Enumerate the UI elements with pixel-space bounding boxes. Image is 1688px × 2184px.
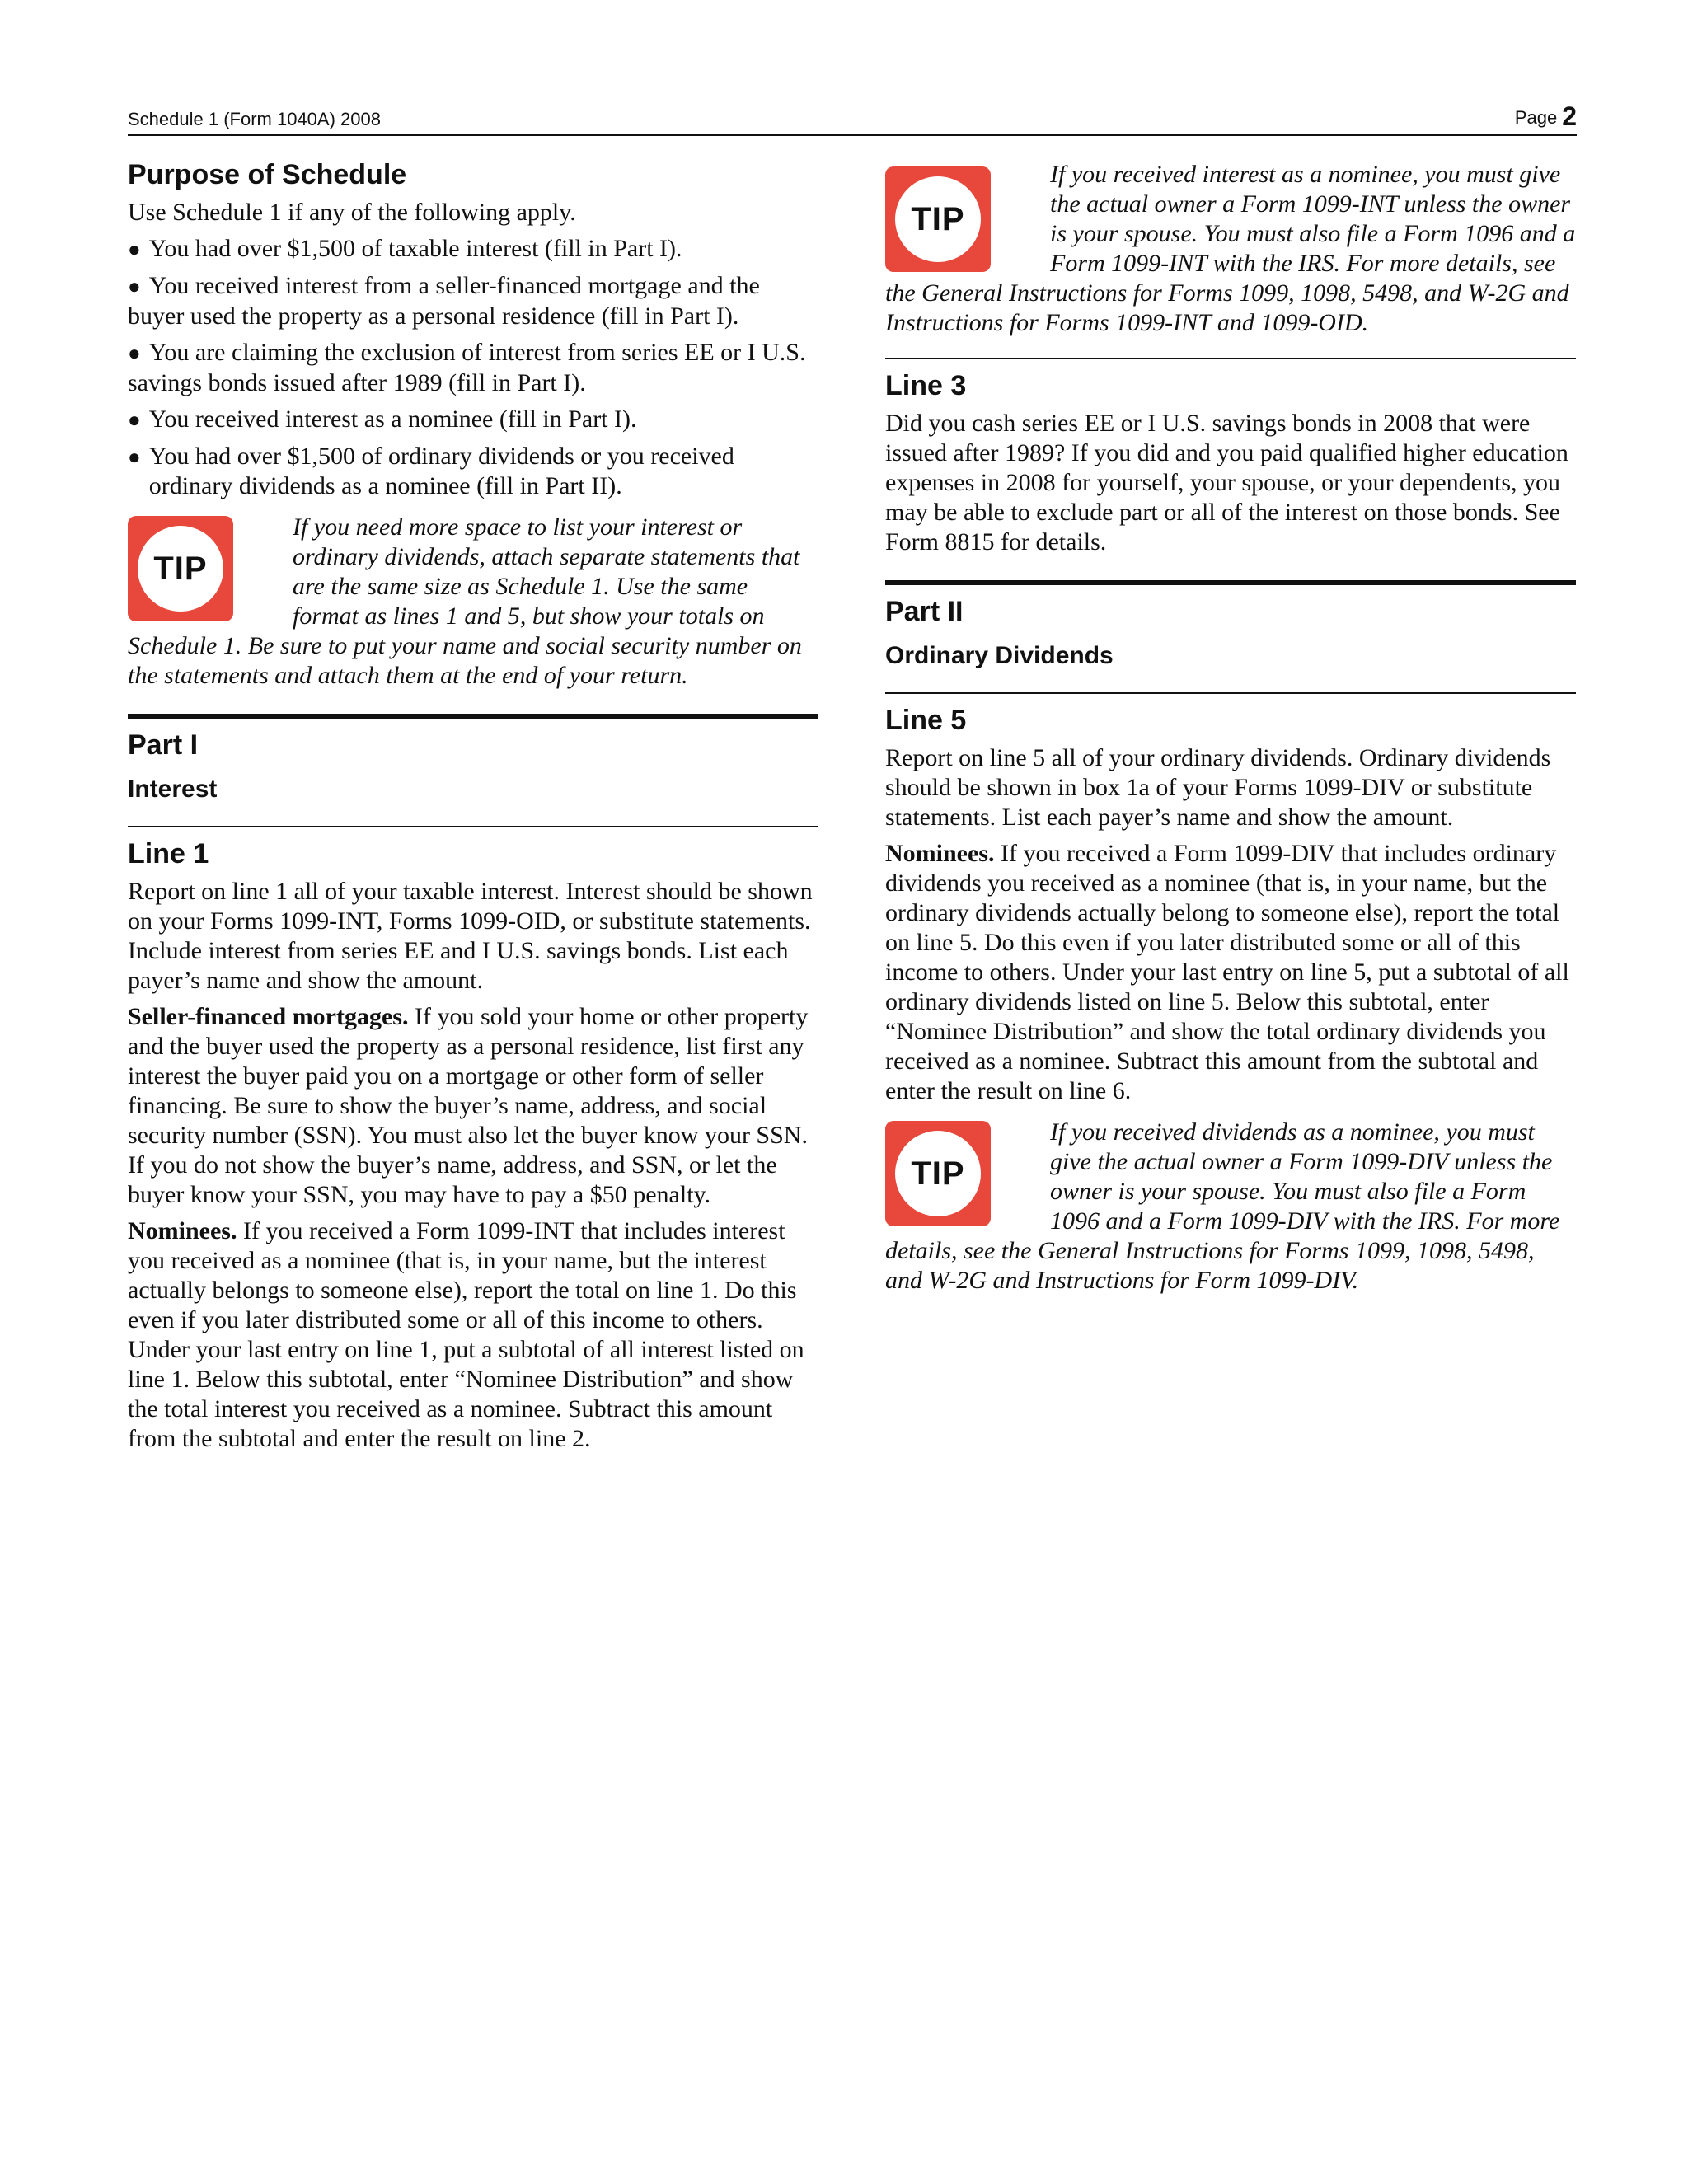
line-divider	[128, 826, 818, 827]
bullet-text: You are claiming the exclusion of interest from series EE or I U.S. savings bonds issued after 1989 (fill in Part I).	[128, 339, 806, 396]
bullet-icon: ●	[128, 408, 141, 432]
nominees-text: If you received a Form 1099-DIV that includes ordinary dividends you received as a nominee (that is, in your name, but the ordinary dividends actually belong to someone else), report the total on line 5. Do this even if you later distributed some or all of this income to others. Under your last entry on line 5, put a subtotal of all ordinary dividends listed on line 5. Below this subtotal, enter “Nominee Distribution” and show the total ordinary dividends you received as a nominee. Subtract this amount from the subtotal and enter the result on line 6.	[885, 840, 1569, 1104]
right-column	[885, 160, 1576, 1296]
seller-financed-text: If you sold your home or other property and the buyer used the property as a personal residence, list first any interest the buyer paid you on a mortgage or other form of seller financing. Be sure to show the buyer’s name, address, and social security number (SSN). You must also let the buyer know your SSN. If you do not show the buyer’s name, address, and SSN, or let the buyer know your SSN, you may have to pay a $50 penalty.	[128, 1003, 809, 1208]
form-title: Schedule 1 (Form 1040A) 2008	[128, 109, 381, 129]
bullet-text: You received interest from a seller-financed mortgage and the buyer used the property as a personal residence (fill in Part I).	[128, 272, 760, 330]
nominees-lead: Nominees.	[885, 840, 995, 867]
purpose-intro: Use Schedule 1 if any of the following apply.	[128, 199, 576, 226]
line-1-text: Report on line 1 all of your taxable interest. Interest should be shown on your Forms 1099-INT, Forms 1099-OID, or substitute statements. Include interest from series EE and I U.S. savings bonds. List each payer’s name and show the amount.	[128, 878, 813, 994]
tip-text: If you received interest as a nominee, you must give the actual owner a Form 1099-INT unless the owner is your spouse. You must also file a Form 1096 and a Form 1099-INT with the IRS. For more details, see the General Instructions for Forms 1099, 1098, 5498, and W-2G and Instructions for Forms 1099-INT and 1099-OID.	[885, 161, 1576, 336]
section-divider	[128, 714, 818, 719]
tip-text: If you need more space to list your interest or ordinary dividends, attach separate statements that are the same size as Schedule 1. Use the same format as lines 1 and 5, but show your totals on Schedule 1. Be sure to put your name and social security number on the statements and attach them at the end of your return.	[128, 513, 802, 689]
section-divider	[885, 580, 1576, 585]
page-number: 2	[1562, 101, 1577, 131]
nominees-text: If you received a Form 1099-INT that includes interest you received as a nominee (that is, in your name, but the interest actually belongs to someone else), report the total on line 1. Do this even if you later distributed some or all of this income to others. Under your last entry on line 1, put a subtotal of all interest listed on line 1. Below this subtotal, enter “Nominee Distribution” and show the total interest you received as a nominee. Subtract this amount from the subtotal and enter the result on line 2.	[128, 1217, 804, 1452]
line-1-heading: Line 1	[128, 838, 209, 869]
tip-text: If you received dividends as a nominee, you must give the actual owner a Form 1099-DIV unless the owner is your spouse. You must also file a Form 1096 and a Form 1099-DIV with the IRS. For more details, see the General Instructions for Forms 1099, 1098, 5498, and W-2G and Instructions for Form 1099-DIV.	[885, 1118, 1560, 1294]
page-indicator	[1515, 101, 1577, 132]
bullet-icon: ●	[128, 341, 141, 365]
purpose-heading: Purpose of Schedule	[128, 159, 407, 190]
page-header	[128, 101, 1577, 136]
bullet-text: You received interest as a nominee (fill in Part I).	[148, 405, 637, 433]
bullet-text: You had over $1,500 of ordinary dividends or you received ordinary dividends as a nominee (fill in Part II).	[148, 443, 734, 499]
bullet-item	[128, 442, 818, 501]
part-i-heading: Part I	[128, 729, 199, 761]
nominees-paragraph	[128, 1216, 818, 1454]
line-divider	[885, 358, 1576, 359]
line-3-heading: Line 3	[885, 370, 967, 401]
tip-icon	[885, 166, 991, 272]
bullet-text: You had over $1,500 of taxable interest (fill in Part I).	[148, 235, 682, 262]
tip-label: TIP	[911, 201, 965, 237]
tip-label: TIP	[911, 1155, 965, 1192]
bullet-icon: ●	[128, 237, 141, 261]
bullet-icon: ●	[128, 445, 141, 469]
tip-icon	[128, 516, 233, 621]
nominees-lead: Nominees.	[128, 1217, 237, 1244]
left-column	[128, 157, 818, 1460]
seller-financed-paragraph	[128, 1002, 818, 1210]
tip-icon	[885, 1121, 991, 1226]
part-ii-subheading: Ordinary Dividends	[885, 642, 1114, 669]
line-divider	[885, 692, 1576, 694]
bullet-item	[128, 234, 818, 265]
bullet-item	[128, 271, 818, 331]
tip-note	[885, 1118, 1576, 1296]
line-3-text: Did you cash series EE or I U.S. savings bonds in 2008 that were issued after 1989? If you did and you paid qualified higher education expenses in 2008 for yourself, your spouse, or your dependents, you may be able to exclude part or all of the interest on those bonds. See Form 8815 for details.	[885, 410, 1568, 555]
seller-financed-lead: Seller-financed mortgages.	[128, 1003, 409, 1030]
line-5-heading: Line 5	[885, 705, 967, 736]
nominees-paragraph	[885, 839, 1576, 1106]
bullet-icon: ●	[128, 274, 141, 298]
part-i-subheading: Interest	[128, 776, 218, 803]
bullet-item	[128, 405, 818, 435]
part-ii-heading: Part II	[885, 596, 964, 627]
tip-note	[885, 160, 1576, 338]
tip-note	[128, 513, 818, 691]
tip-label: TIP	[153, 551, 208, 587]
line-5-text: Report on line 5 all of your ordinary dividends. Ordinary dividends should be shown in box 1a of your Forms 1099-DIV or substitute statements. List each payer’s name and show the amount.	[885, 744, 1551, 831]
bullet-item	[128, 338, 818, 398]
page-label: Page	[1514, 107, 1558, 128]
